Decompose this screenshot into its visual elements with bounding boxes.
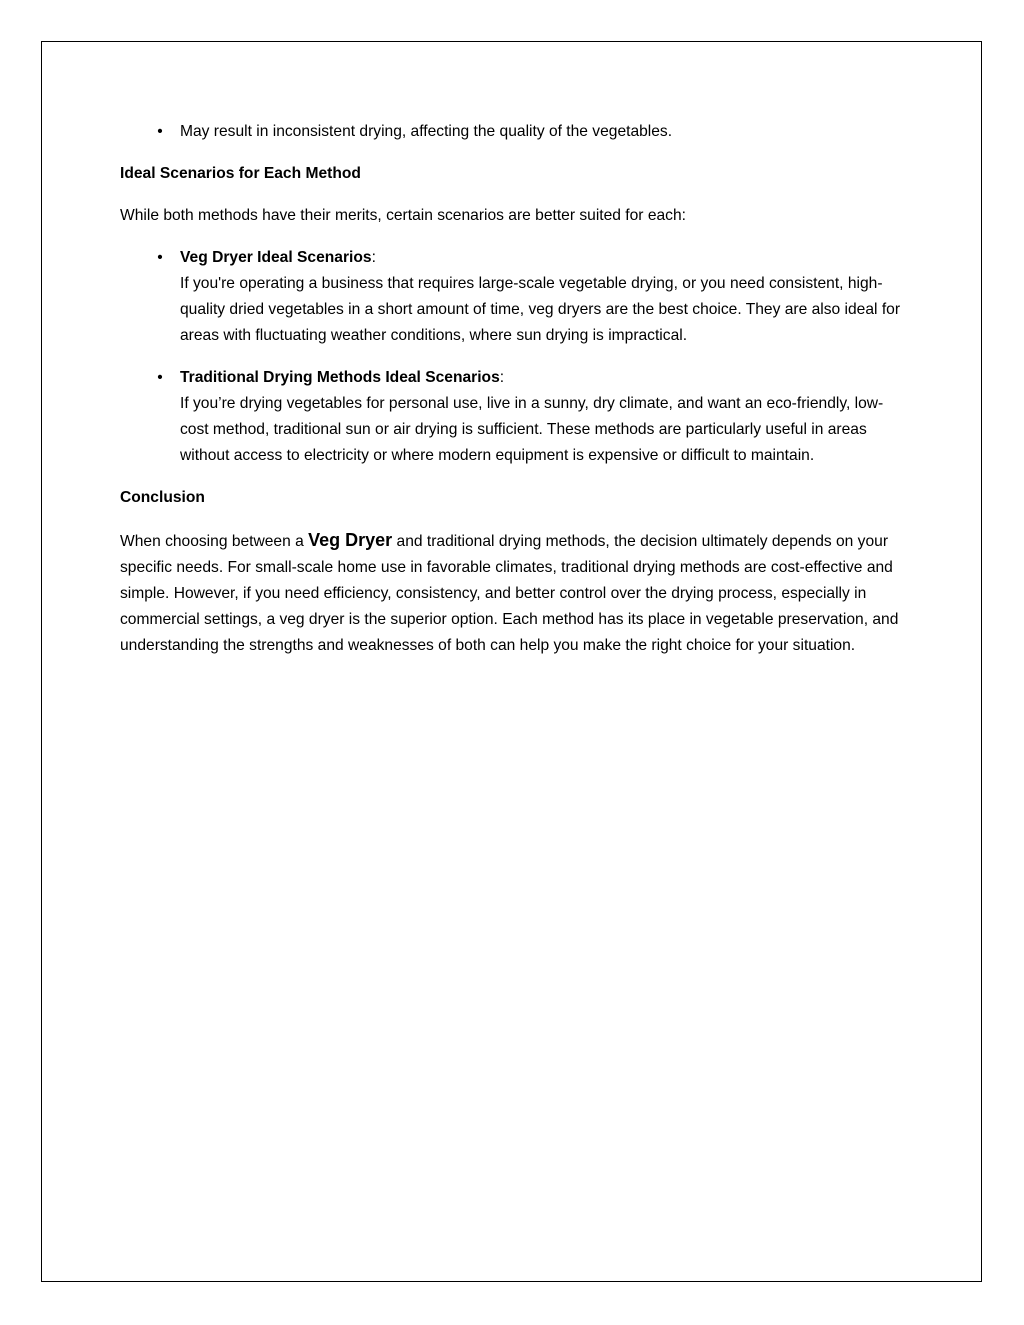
bullet-icon: •	[157, 249, 163, 266]
list-item-body: If you’re drying vegetables for personal use, live in a sunny, dry climate, and want an eco-friendly, low-cost method, traditional sun or air drying is sufficient. These methods are particularly useful in areas without access to electricity or where modern equipment is expensive or difficult to maintain.	[180, 395, 884, 464]
list-item	[120, 119, 910, 145]
conclusion-text-rest: and traditional drying methods, the decision ultimately depends on your specific needs. For small-scale home use in favorable climates, traditional drying methods are cost-effective and simple. However, if you need efficiency, consistency, and better control over the drying process, especially in commercial settings, a veg dryer is the superior option. Each method has its place in vegetable preservation, and understanding the strengths and weaknesses of both can help you make the right choice for your situation.	[120, 533, 899, 654]
veg-dryer-emphasis: Veg Dryer	[308, 530, 393, 550]
list-item-traditional-scenarios	[120, 365, 910, 469]
title-colon: :	[499, 369, 505, 386]
section-heading-conclusion: Conclusion	[120, 489, 205, 506]
bullet-icon: •	[157, 369, 163, 386]
document-body	[120, 119, 910, 675]
list-item-text: May result in inconsistent drying, affecting the quality of the vegetables.	[180, 123, 673, 140]
list-item-veg-dryer-scenarios	[120, 245, 910, 349]
list-item-title: Traditional Drying Methods Ideal Scenarios	[180, 369, 500, 386]
bullet-icon: •	[157, 123, 163, 140]
title-colon: :	[371, 249, 376, 266]
section-heading-ideal-scenarios: Ideal Scenarios for Each Method	[120, 165, 361, 182]
list-item-title: Veg Dryer Ideal Scenarios	[180, 249, 372, 266]
conclusion-text-start: When choosing between a	[120, 533, 309, 550]
conclusion-paragraph	[120, 527, 910, 659]
list-item-body: If you're operating a business that requires large-scale vegetable drying, or you need consistent, high-quality dried vegetables in a short amount of time, veg dryers are the best choice. They are also ideal for areas with fluctuating weather conditions, where sun drying is impractical.	[180, 275, 901, 344]
section-intro: While both methods have their merits, certain scenarios are better suited for each:	[120, 207, 686, 224]
